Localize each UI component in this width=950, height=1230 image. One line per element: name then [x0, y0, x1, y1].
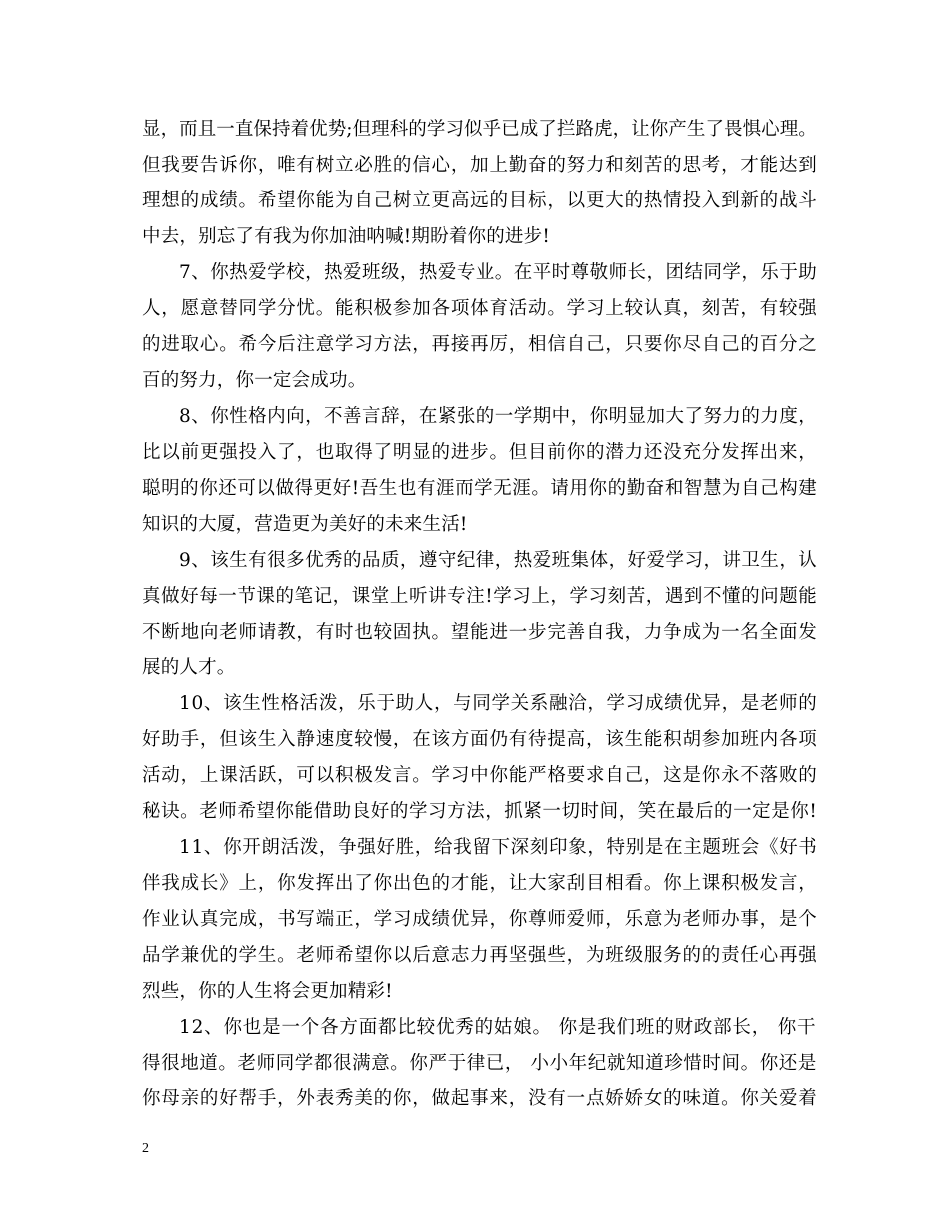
text-line: 知识的大厦，营造更为美好的未来生活!	[142, 514, 468, 535]
text-line: 秘诀。老师希望你能借助良好的学习方法，抓紧一切时间，笑在最后的一定是你!	[142, 801, 818, 822]
paragraph-10-first-line: 10、该生性格活泼，乐于助人，与同学关系融洽，学习成绩优异，是老师的	[179, 693, 818, 714]
text-line: 理想的成绩。希望你能为自己树立更高远的目标，以更大的热情投入到新的战斗	[142, 190, 818, 211]
text-line: 但我要告诉你，唯有树立必胜的信心，加上勤奋的努力和刻苦的思考，才能达到	[142, 155, 818, 176]
text-line: 聪明的你还可以做得更好!吾生也有涯而学无涯。请用你的勤奋和智慧为自己构建	[142, 478, 818, 499]
paragraph-11-first-line: 11、你开朗活泼，争强好胜，给我留下深刻印象，特别是在主题班会《好书	[179, 837, 818, 858]
text-line: 的进取心。希今后注意学习方法，再接再厉，相信自己，只要你尽自己的百分之	[142, 334, 818, 355]
text-line: 好助手，但该生入静速度较慢，在该方面仍有待提高，该生能积胡参加班内各项	[142, 729, 818, 750]
paragraph-12-first-line: 12、你也是一个各方面都比较优秀的姑娘。 你是我们班的财政部长， 你干	[179, 1017, 817, 1038]
text-line: 显，而且一直保持着优势;但理科的学习似乎已成了拦路虎，让你产生了畏惧心理。	[142, 119, 817, 140]
text-line: 伴我成长》上，你发挥出了你出色的才能，让大家刮目相看。你上课积极发言，	[142, 873, 818, 894]
text-line: 比以前更强投入了，也取得了明显的进步。但目前你的潜力还没充分发挥出来，	[142, 442, 818, 463]
text-line: 烈些，你的人生将会更加精彩!	[142, 981, 393, 1002]
paragraph-7-first-line: 7、你热爱学校，热爱班级，热爱专业。在平时尊敬师长，团结同学，乐于助	[179, 262, 818, 283]
page-number: 2	[142, 1141, 149, 1156]
text-line: 你母亲的好帮手，外表秀美的你，做起事来，没有一点娇娇女的味道。你关爱着	[142, 1088, 818, 1109]
text-line: 中去，别忘了有我为你加油呐喊!期盼着你的进步!	[142, 226, 550, 247]
text-line: 真做好每一节课的笔记，课堂上听讲专注!学习上，学习刻苦，遇到不懂的问题能	[142, 586, 818, 607]
text-line: 得很地道。老师同学都很满意。你严于律已， 小小年纪就知道珍惜时间。你还是	[142, 1053, 817, 1074]
text-line: 作业认真完成，书写端正，学习成绩优异，你尊师爱师，乐意为老师办事，是个	[142, 909, 818, 930]
paragraph-8-first-line: 8、你性格内向，不善言辞，在紧张的一学期中，你明显加大了努力的力度，	[179, 406, 818, 427]
text-line: 百的努力，你一定会成功。	[142, 370, 367, 391]
text-line: 不断地向老师请教，有时也较固执。望能进一步完善自我，力争成为一名全面发	[142, 622, 818, 643]
text-line: 活动，上课活跃，可以积极发言。学习中你能严格要求自己，这是你永不落败的	[142, 765, 818, 786]
text-line: 品学兼优的学生。老师希望你以后意志力再坚强些，为班级服务的的责任心再强	[142, 945, 818, 966]
paragraph-9-first-line: 9、该生有很多优秀的品质，遵守纪律，热爱班集体，好爱学习，讲卫生，认	[179, 550, 818, 571]
text-line: 人，愿意替同学分忧。能积极参加各项体育活动。学习上较认真，刻苦，有较强	[142, 298, 818, 319]
text-line: 展的人才。	[142, 657, 236, 678]
